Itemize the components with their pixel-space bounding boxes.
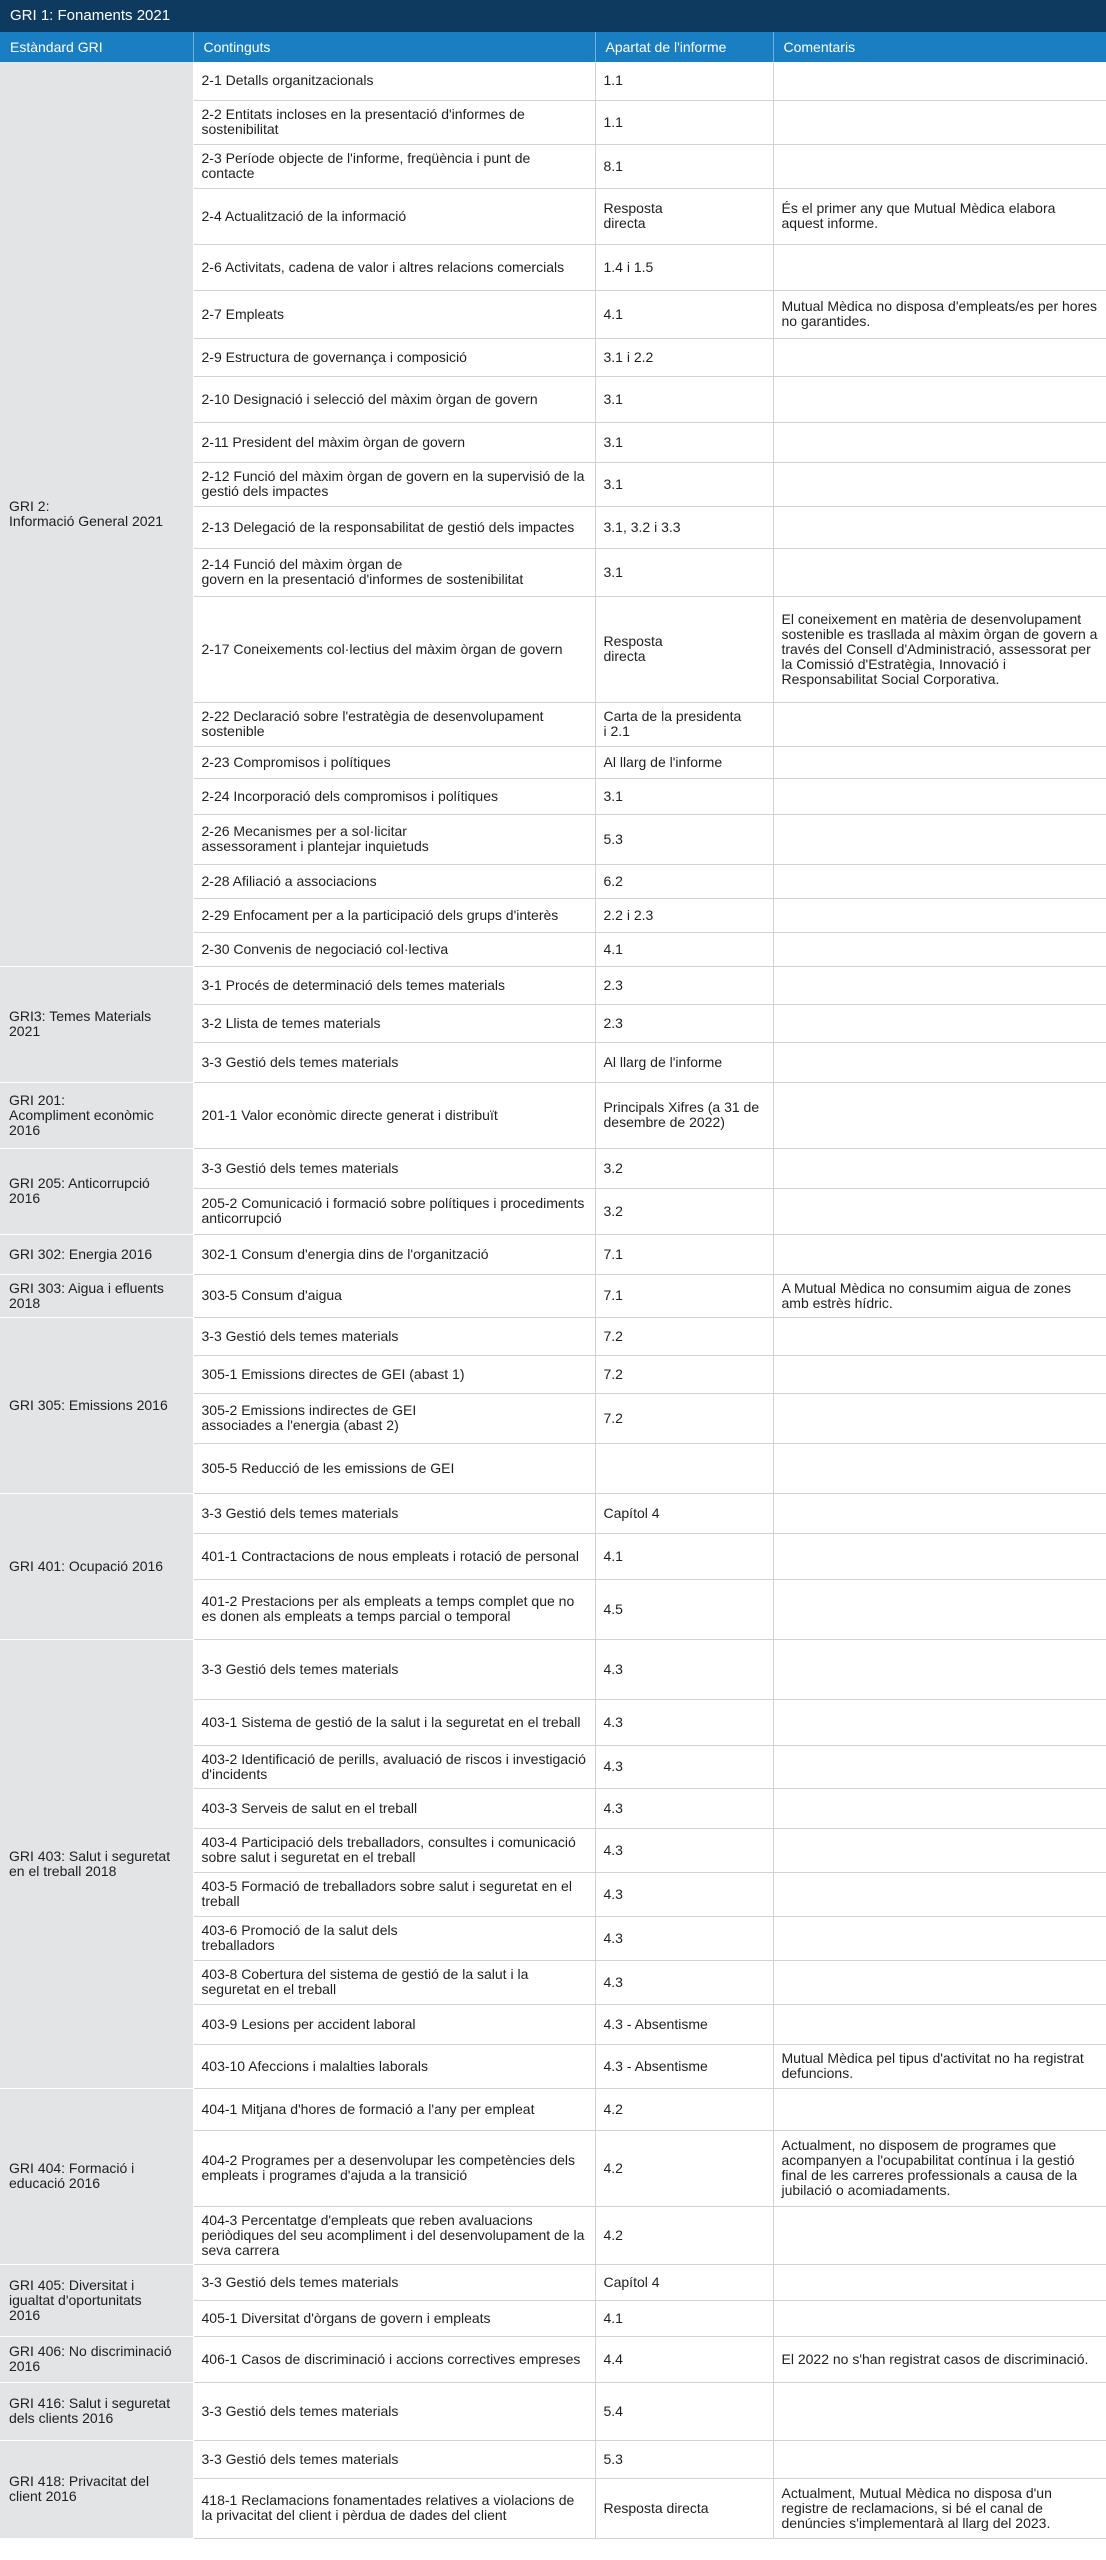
content-cell: 403-1 Sistema de gestió de la salut i la seguretat en el treball bbox=[193, 1699, 595, 1745]
table-row bbox=[0, 2088, 1106, 2130]
content-cell: 2-24 Incorporació dels compromisos i polítiques bbox=[193, 778, 595, 814]
report-section-cell: 7.1 bbox=[595, 1274, 773, 1317]
report-section-cell: 4.3 - Absentisme bbox=[595, 2044, 773, 2088]
content-cell: 2-4 Actualització de la informació bbox=[193, 188, 595, 244]
content-cell: 403-2 Identificació de perills, avaluació de riscos i investigació d'incidents bbox=[193, 1745, 595, 1788]
report-section-cell: 4.2 bbox=[595, 2130, 773, 2206]
table-row bbox=[0, 1639, 1106, 1699]
report-section-cell: Al llarg de l'informe bbox=[595, 1042, 773, 1082]
content-cell: 3-3 Gestió dels temes materials bbox=[193, 1639, 595, 1699]
report-section-cell: Al llarg de l'informe bbox=[595, 746, 773, 778]
content-cell: 3-3 Gestió dels temes materials bbox=[193, 1148, 595, 1188]
content-cell: 2-23 Compromisos i polítiques bbox=[193, 746, 595, 778]
content-cell: 403-4 Participació dels treballadors, consultes i comunicació sobre salut i seguretat en el treball bbox=[193, 1828, 595, 1872]
report-section-cell: 3.2 bbox=[595, 1148, 773, 1188]
comment-cell bbox=[773, 1234, 1106, 1274]
report-section-cell: 4.3 bbox=[595, 1788, 773, 1828]
report-section-cell: 3.1 bbox=[595, 778, 773, 814]
table-row bbox=[0, 1082, 1106, 1148]
content-cell: 2-13 Delegació de la responsabilitat de gestió dels impactes bbox=[193, 506, 595, 548]
report-section-cell: Carta de la presidenta i 2.1 bbox=[595, 702, 773, 746]
content-cell: 403-5 Formació de treballadors sobre salut i seguretat en el treball bbox=[193, 1872, 595, 1916]
column-header-contents: Continguts bbox=[193, 32, 595, 62]
report-section-cell: 4.2 bbox=[595, 2088, 773, 2130]
comment-cell bbox=[773, 1960, 1106, 2004]
report-section-cell: 3.2 bbox=[595, 1188, 773, 1234]
content-cell: 3-1 Procés de determinació dels temes materials bbox=[193, 966, 595, 1004]
table-row bbox=[0, 1317, 1106, 1355]
comment-cell bbox=[773, 1788, 1106, 1828]
gri-index-table bbox=[0, 32, 1106, 2539]
comment-cell bbox=[773, 814, 1106, 864]
gri-standard-cell: GRI 305: Emissions 2016 bbox=[0, 1317, 193, 1493]
content-cell: 305-1 Emissions directes de GEI (abast 1) bbox=[193, 1355, 595, 1393]
report-section-cell: 4.3 bbox=[595, 1699, 773, 1745]
comment-cell bbox=[773, 1493, 1106, 1533]
report-section-cell: 5.3 bbox=[595, 2440, 773, 2478]
report-section-cell: 6.2 bbox=[595, 864, 773, 898]
comment-cell: El 2022 no s'han registrat casos de discriminació. bbox=[773, 2336, 1106, 2382]
comment-cell bbox=[773, 2300, 1106, 2336]
content-cell: 2-17 Coneixements col·lectius del màxim òrgan de govern bbox=[193, 596, 595, 702]
comment-cell bbox=[773, 1042, 1106, 1082]
comment-cell bbox=[773, 2206, 1106, 2264]
content-cell: 401-1 Contractacions de nous empleats i rotació de personal bbox=[193, 1533, 595, 1579]
content-cell: 401-2 Prestacions per als empleats a temps complet que no es donen als empleats a temps parcial o temporal bbox=[193, 1579, 595, 1639]
comment-cell bbox=[773, 2004, 1106, 2044]
gri-standard-cell: GRI 416: Salut i seguretat dels clients 2016 bbox=[0, 2382, 193, 2440]
report-section-cell: 4.5 bbox=[595, 1579, 773, 1639]
report-section-cell: 4.1 bbox=[595, 2300, 773, 2336]
table-header-row bbox=[0, 32, 1106, 62]
gri-standard-cell: GRI 404: Formació i educació 2016 bbox=[0, 2088, 193, 2264]
content-cell: 3-3 Gestió dels temes materials bbox=[193, 1493, 595, 1533]
comment-cell bbox=[773, 100, 1106, 144]
content-cell: 404-2 Programes per a desenvolupar les competències dels empleats i programes d'ajuda a la transició bbox=[193, 2130, 595, 2206]
comment-cell bbox=[773, 462, 1106, 506]
content-cell: 403-10 Afeccions i malalties laborals bbox=[193, 2044, 595, 2088]
report-section-cell: 3.1 bbox=[595, 422, 773, 462]
comment-cell bbox=[773, 2088, 1106, 2130]
comment-cell: És el primer any que Mutual Mèdica elabora aquest informe. bbox=[773, 188, 1106, 244]
gri-standard-cell: GRI 201: Acompliment econòmic 2016 bbox=[0, 1082, 193, 1148]
comment-cell bbox=[773, 244, 1106, 290]
report-section-cell: 2.2 i 2.3 bbox=[595, 898, 773, 932]
content-cell: 3-3 Gestió dels temes materials bbox=[193, 1317, 595, 1355]
comment-cell bbox=[773, 966, 1106, 1004]
comment-cell bbox=[773, 1579, 1106, 1639]
comment-cell bbox=[773, 1828, 1106, 1872]
report-section-cell: 8.1 bbox=[595, 144, 773, 188]
report-section-cell: 3.1 bbox=[595, 376, 773, 422]
comment-cell: Actualment, no disposem de programes que acompanyen a l'ocupabilitat contínua i la gestió final de les carreres professionals a causa de la jubilació o acomiadaments. bbox=[773, 2130, 1106, 2206]
content-cell: 3-2 Llista de temes materials bbox=[193, 1004, 595, 1042]
comment-cell bbox=[773, 864, 1106, 898]
report-section-cell: 2.3 bbox=[595, 966, 773, 1004]
comment-cell bbox=[773, 932, 1106, 966]
comment-cell: El coneixement en matèria de desenvolupament sostenible es trasllada al màxim òrgan de govern a través del Consell d'Administració, assessorat per la Comissió d'Estratègia, Innovació i Responsabilitat Social Corporativa. bbox=[773, 596, 1106, 702]
comment-cell bbox=[773, 1004, 1106, 1042]
gri-standard-cell: GRI 205: Anticorrupció 2016 bbox=[0, 1148, 193, 1234]
report-section-cell: Resposta directa bbox=[595, 188, 773, 244]
report-section-cell bbox=[595, 1443, 773, 1493]
table-row bbox=[0, 2440, 1106, 2478]
comment-cell bbox=[773, 1082, 1106, 1148]
comment-cell: A Mutual Mèdica no consumim aigua de zones amb estrès hídric. bbox=[773, 1274, 1106, 1317]
content-cell: 2-3 Període objecte de l'informe, freqüència i punt de contacte bbox=[193, 144, 595, 188]
content-cell: 2-28 Afiliació a associacions bbox=[193, 864, 595, 898]
content-cell: 403-3 Serveis de salut en el treball bbox=[193, 1788, 595, 1828]
content-cell: 2-7 Empleats bbox=[193, 290, 595, 338]
table-row bbox=[0, 2264, 1106, 2300]
table-body bbox=[0, 62, 1106, 2538]
report-section-cell: Resposta directa bbox=[595, 596, 773, 702]
report-section-cell: 7.2 bbox=[595, 1355, 773, 1393]
comment-cell bbox=[773, 1443, 1106, 1493]
gri-standard-cell: GRI 401: Ocupació 2016 bbox=[0, 1493, 193, 1639]
column-header-report-section: Apartat de l'informe bbox=[595, 32, 773, 62]
report-section-cell: 4.1 bbox=[595, 932, 773, 966]
report-section-cell: 1.1 bbox=[595, 62, 773, 100]
content-cell: 3-3 Gestió dels temes materials bbox=[193, 1042, 595, 1082]
content-cell: 403-6 Promoció de la salut dels treballadors bbox=[193, 1916, 595, 1960]
comment-cell bbox=[773, 1148, 1106, 1188]
table-row bbox=[0, 62, 1106, 100]
content-cell: 205-2 Comunicació i formació sobre polítiques i procediments anticorrupció bbox=[193, 1188, 595, 1234]
comment-cell: Mutual Mèdica pel tipus d'activitat no ha registrat defuncions. bbox=[773, 2044, 1106, 2088]
content-cell: 2-12 Funció del màxim òrgan de govern en la supervisió de la gestió dels impactes bbox=[193, 462, 595, 506]
report-section-cell: 1.1 bbox=[595, 100, 773, 144]
report-section-cell: 4.3 bbox=[595, 1916, 773, 1960]
content-cell: 2-22 Declaració sobre l'estratègia de desenvolupament sostenible bbox=[193, 702, 595, 746]
comment-cell: Actualment, Mutual Mèdica no disposa d'un registre de reclamacions, si bé el canal de denúncies s'implementarà al llarg del 2023. bbox=[773, 2478, 1106, 2538]
content-cell: 418-1 Reclamacions fonamentades relatives a violacions de la privacitat del client i pèrdua de dades del client bbox=[193, 2478, 595, 2538]
comment-cell bbox=[773, 2264, 1106, 2300]
report-section-cell: 7.2 bbox=[595, 1317, 773, 1355]
table-row bbox=[0, 1234, 1106, 1274]
report-section-cell: 2.3 bbox=[595, 1004, 773, 1042]
table-row bbox=[0, 2336, 1106, 2382]
comment-cell bbox=[773, 376, 1106, 422]
report-section-cell: 4.1 bbox=[595, 1533, 773, 1579]
content-cell: 2-6 Activitats, cadena de valor i altres relacions comercials bbox=[193, 244, 595, 290]
content-cell: 2-9 Estructura de governança i composició bbox=[193, 338, 595, 376]
content-cell: 2-2 Entitats incloses en la presentació d'informes de sostenibilitat bbox=[193, 100, 595, 144]
comment-cell bbox=[773, 1355, 1106, 1393]
content-cell: 404-1 Mitjana d'hores de formació a l'any per empleat bbox=[193, 2088, 595, 2130]
comment-cell bbox=[773, 1872, 1106, 1916]
report-section-cell: 4.4 bbox=[595, 2336, 773, 2382]
gri-standard-cell: GRI 418: Privacitat del client 2016 bbox=[0, 2440, 193, 2538]
table-row bbox=[0, 1148, 1106, 1188]
content-cell: 201-1 Valor econòmic directe generat i distribuït bbox=[193, 1082, 595, 1148]
report-section-cell: 4.3 bbox=[595, 1639, 773, 1699]
report-section-cell: 4.3 bbox=[595, 1960, 773, 2004]
comment-cell bbox=[773, 506, 1106, 548]
content-cell: 2-14 Funció del màxim òrgan de govern en la presentació d'informes de sostenibilitat bbox=[193, 548, 595, 596]
comment-cell bbox=[773, 1533, 1106, 1579]
content-cell: 403-8 Cobertura del sistema de gestió de la salut i la seguretat en el treball bbox=[193, 1960, 595, 2004]
content-cell: 305-5 Reducció de les emissions de GEI bbox=[193, 1443, 595, 1493]
report-section-cell: 3.1 bbox=[595, 548, 773, 596]
comment-cell bbox=[773, 746, 1106, 778]
report-section-cell: 7.1 bbox=[595, 1234, 773, 1274]
report-section-cell: 4.2 bbox=[595, 2206, 773, 2264]
report-section-cell: Capítol 4 bbox=[595, 1493, 773, 1533]
comment-cell bbox=[773, 144, 1106, 188]
content-cell: 2-11 President del màxim òrgan de govern bbox=[193, 422, 595, 462]
content-cell: 3-3 Gestió dels temes materials bbox=[193, 2440, 595, 2478]
comment-cell bbox=[773, 338, 1106, 376]
report-section-cell: 3.1 i 2.2 bbox=[595, 338, 773, 376]
comment-cell bbox=[773, 2440, 1106, 2478]
content-cell: 404-3 Percentatge d'empleats que reben avaluacions periòdiques del seu acompliment i del desenvolupament de la seva carrera bbox=[193, 2206, 595, 2264]
report-section-cell: 4.3 bbox=[595, 1828, 773, 1872]
gri-standard-cell: GRI 403: Salut i seguretat en el treball 2018 bbox=[0, 1639, 193, 2088]
report-section-cell: 4.3 - Absentisme bbox=[595, 2004, 773, 2044]
comment-cell bbox=[773, 422, 1106, 462]
column-header-standard: Estàndard GRI bbox=[0, 32, 193, 62]
content-cell: 305-2 Emissions indirectes de GEI associades a l'energia (abast 2) bbox=[193, 1393, 595, 1443]
comment-cell bbox=[773, 898, 1106, 932]
table-row bbox=[0, 966, 1106, 1004]
gri-standard-cell: GRI 303: Aigua i efluents 2018 bbox=[0, 1274, 193, 1317]
gri-standard-cell: GRI3: Temes Materials 2021 bbox=[0, 966, 193, 1082]
page-title: GRI 1: Fonaments 2021 bbox=[0, 0, 1106, 32]
gri-standard-cell: GRI 406: No discriminació 2016 bbox=[0, 2336, 193, 2382]
content-cell: 2-10 Designació i selecció del màxim òrgan de govern bbox=[193, 376, 595, 422]
report-section-cell: 4.3 bbox=[595, 1872, 773, 1916]
comment-cell: Mutual Mèdica no disposa d'empleats/es per hores no garantides. bbox=[773, 290, 1106, 338]
content-cell: 2-30 Convenis de negociació col·lectiva bbox=[193, 932, 595, 966]
gri-standard-cell: GRI 405: Diversitat i igualtat d'oportunitats 2016 bbox=[0, 2264, 193, 2336]
column-header-comments: Comentaris bbox=[773, 32, 1106, 62]
report-section-cell: 4.1 bbox=[595, 290, 773, 338]
content-cell: 2-29 Enfocament per a la participació dels grups d'interès bbox=[193, 898, 595, 932]
report-section-cell: Principals Xifres (a 31 de desembre de 2022) bbox=[595, 1082, 773, 1148]
content-cell: 406-1 Casos de discriminació i accions correctives empreses bbox=[193, 2336, 595, 2382]
table-row bbox=[0, 1274, 1106, 1317]
report-section-cell: 3.1, 3.2 i 3.3 bbox=[595, 506, 773, 548]
comment-cell bbox=[773, 62, 1106, 100]
comment-cell bbox=[773, 1639, 1106, 1699]
gri-standard-cell: GRI 302: Energia 2016 bbox=[0, 1234, 193, 1274]
content-cell: 302-1 Consum d'energia dins de l'organització bbox=[193, 1234, 595, 1274]
comment-cell bbox=[773, 1188, 1106, 1234]
content-cell: 403-9 Lesions per accident laboral bbox=[193, 2004, 595, 2044]
table-row bbox=[0, 2382, 1106, 2440]
report-section-cell: 5.3 bbox=[595, 814, 773, 864]
report-section-cell: 1.4 i 1.5 bbox=[595, 244, 773, 290]
comment-cell bbox=[773, 778, 1106, 814]
comment-cell bbox=[773, 1317, 1106, 1355]
gri-standard-cell: GRI 2: Informació General 2021 bbox=[0, 62, 193, 966]
comment-cell bbox=[773, 1916, 1106, 1960]
comment-cell bbox=[773, 1393, 1106, 1443]
content-cell: 405-1 Diversitat d'òrgans de govern i empleats bbox=[193, 2300, 595, 2336]
comment-cell bbox=[773, 1699, 1106, 1745]
content-cell: 2-1 Detalls organitzacionals bbox=[193, 62, 595, 100]
content-cell: 3-3 Gestió dels temes materials bbox=[193, 2264, 595, 2300]
comment-cell bbox=[773, 1745, 1106, 1788]
content-cell: 2-26 Mecanismes per a sol·licitar assessorament i plantejar inquietuds bbox=[193, 814, 595, 864]
table-row bbox=[0, 1493, 1106, 1533]
comment-cell bbox=[773, 2382, 1106, 2440]
report-section-cell: 3.1 bbox=[595, 462, 773, 506]
comment-cell bbox=[773, 702, 1106, 746]
report-section-cell: Capítol 4 bbox=[595, 2264, 773, 2300]
comment-cell bbox=[773, 548, 1106, 596]
report-section-cell: Resposta directa bbox=[595, 2478, 773, 2538]
report-section-cell: 7.2 bbox=[595, 1393, 773, 1443]
report-section-cell: 4.3 bbox=[595, 1745, 773, 1788]
content-cell: 303-5 Consum d'aigua bbox=[193, 1274, 595, 1317]
content-cell: 3-3 Gestió dels temes materials bbox=[193, 2382, 595, 2440]
report-section-cell: 5.4 bbox=[595, 2382, 773, 2440]
